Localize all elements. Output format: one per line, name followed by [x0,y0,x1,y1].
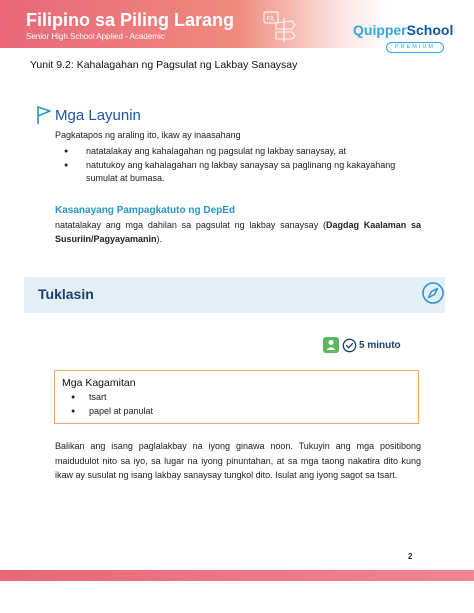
kasanayan-text-bold: Dagdag Kaalaman sa Susuriin/Pagyayamanin [55,220,421,244]
materials-list [62,391,153,418]
objectives-list [55,145,425,186]
kasanayan-text-before: natatalakay ang mga dahilan sa pagsulat ng lakbay sanaysay ( [55,220,326,230]
kasanayan-text-after: ). [156,233,163,244]
logo-school-text: School [406,22,454,38]
quipper-school-logo [353,22,453,38]
kasanayan-heading: Kasanayang Pampagkatuto ng DepEd [55,205,236,216]
fil-signpost-icon [262,10,298,44]
page-number: 2 [408,552,413,561]
unit-title: Yunit 9.2: Kahalagahan ng Pagsulat ng Lakbay Sanaysay [30,59,298,71]
list-item: ● tsart [62,391,153,405]
footer-bar [0,570,474,581]
tuklasin-section-bar [24,277,445,313]
clock-check-icon [342,338,357,353]
instructions-paragraph: Balikan ang isang paglalakbay na iyong ginawa noon. Tukuyin ang mga positibong maidudulot nito sa iyo, sa lugar na iyong pinuntahan, at sa mga taong nakatira dito kung ikaw ay susulat ng isang lakbay sanaysay tungkol dito. Isulat ang iyong sagot sa tsart. [55,441,421,480]
time-label: 5 minuto [359,340,401,351]
kasanayan-text [55,219,421,246]
fil-badge-text: FIL [266,16,276,23]
course-title: Filipino sa Piling Larang [26,10,235,30]
page-header [0,0,474,48]
list-item: ● natatalakay ang kahalagahan ng pagsulat ng lakbay sanaysay, at [55,145,425,159]
list-item: ● natutukoy ang kahalagahan ng lakbay sanaysay sa paglinang ng kakayahang sumulat at bumasa. [55,159,425,186]
person-icon [323,337,339,353]
list-item: ● papel at panulat [62,405,153,419]
premium-badge: PREMIUM [386,42,444,53]
objectives-heading: Mga Layunin [55,107,141,124]
materials-box [54,370,419,424]
flag-icon [36,105,52,125]
objectives-intro: Pagkatapos ng araling ito, ikaw ay inaasahang [55,130,241,140]
course-subtitle: Senior High School Applied - Academic [26,32,165,41]
logo-quipper-text: Quipper [353,22,407,38]
materials-title: Mga Kagamitan [62,377,136,389]
compass-icon [421,281,445,305]
tuklasin-title: Tuklasin [38,286,94,302]
